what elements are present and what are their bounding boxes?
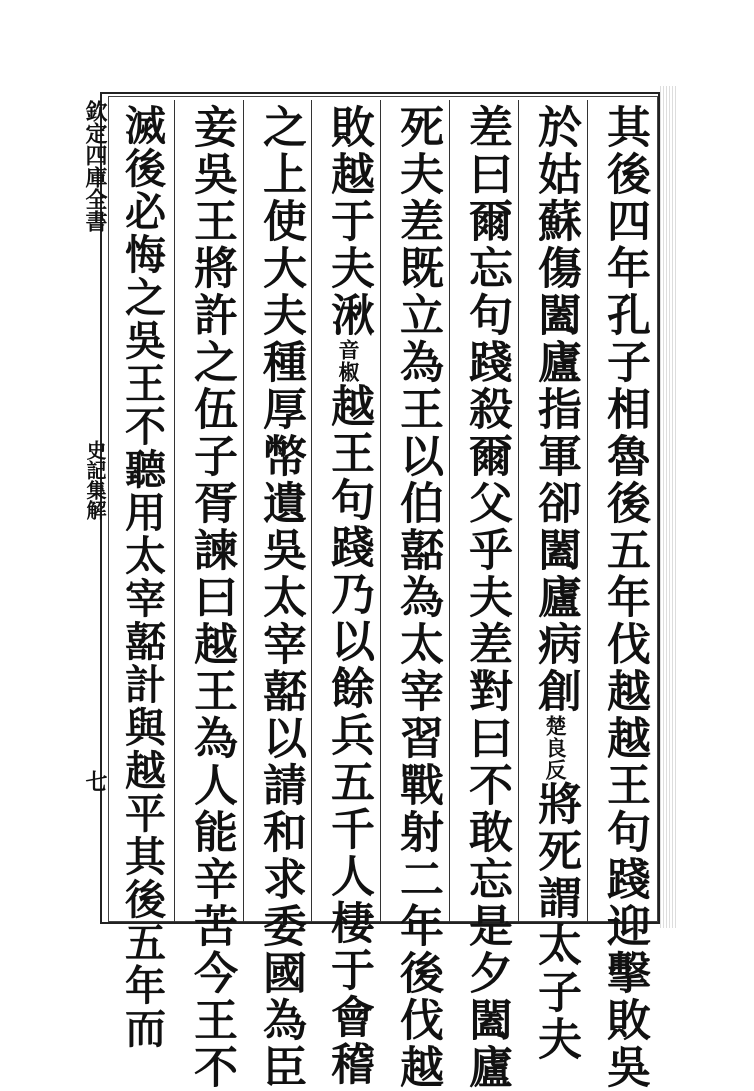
text-column-4 [389,104,445,1091]
annotation-note: 楚良反 [543,715,568,781]
column-rule [449,100,450,922]
column-text: 越王句踐乃以餘兵五千人棲于會稽 [323,383,374,1088]
page-edge [660,86,676,928]
text-column-6 [252,104,308,1091]
column-text: 將死謂太子夫 [530,781,581,1063]
column-text: 之上使大夫種厚幣遺吳太宰嚭以請和求委國為臣 [255,104,306,1091]
column-text: 敗越于夫湫 [323,104,374,339]
column-text: 死夫差既立為王以伯嚭為太宰習戰射二年後伐越 [392,104,443,1091]
column-text: 其後四年孔子相魯後五年伐越越王句踐迎擊敗吳 [599,104,650,1091]
column-rule [518,100,519,922]
column-rule [243,100,244,922]
column-text: 於姑蘇傷闔廬指軍卻闔廬病創 [530,104,581,715]
column-rule [174,100,175,922]
column-text: 滅後必悔之吳王不聽用太宰嚭計與越平其後五年而 [118,104,166,1050]
text-column-7 [183,104,239,1091]
text-column-2 [527,104,583,1063]
annotation-note: 音椒 [336,339,361,383]
book-title: 欽定四庫全書 [82,100,108,232]
text-column-8 [114,104,170,1050]
text-column-1 [596,104,652,1091]
column-rule [587,100,588,922]
text-column-3 [458,104,514,1091]
column-rule [311,100,312,922]
column-rule [380,100,381,922]
page-number: 七 [82,770,108,792]
text-column-5 [320,104,376,1088]
column-text: 妾吳王將許之伍子胥諫曰越王為人能辛苦今王不 [186,104,237,1091]
section-title: 史記集解 [83,440,107,520]
column-text: 差曰爾忘句踐殺爾父乎夫差對曰不敢忘是夕闔廬 [461,104,512,1091]
